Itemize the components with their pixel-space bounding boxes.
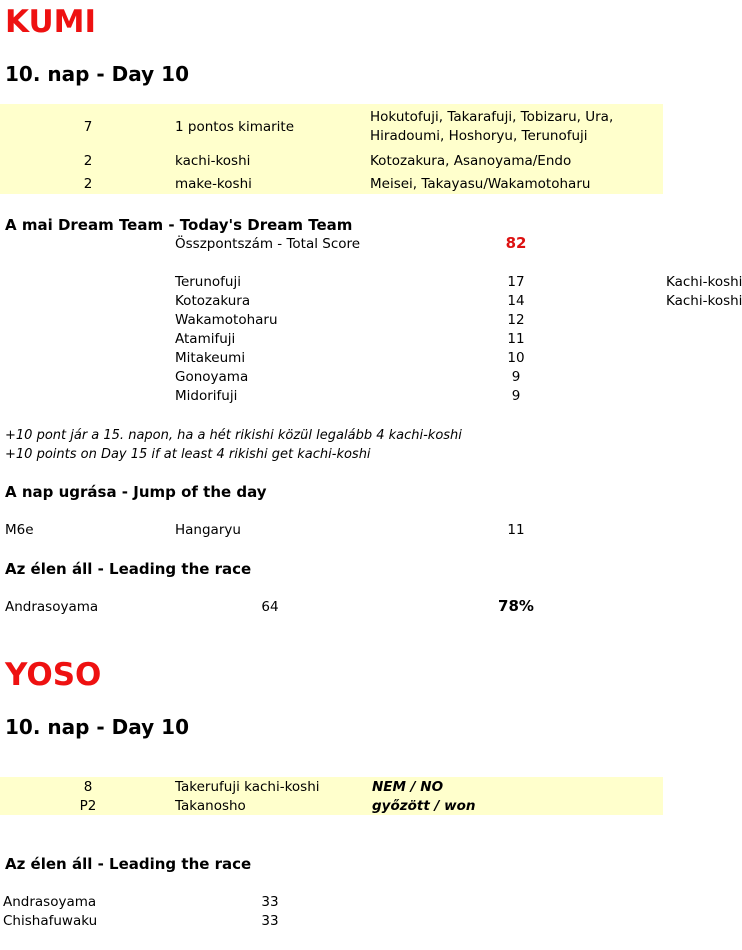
yoso-row-label: Takerufuji kachi-koshi — [175, 779, 320, 795]
dream-member-score: 11 — [507, 331, 525, 347]
yoso-leader-name: Andrasoyama — [3, 894, 97, 910]
jump-value: 11 — [507, 522, 525, 538]
yoso-row-label: Takanosho — [175, 798, 246, 814]
yoso-title: YOSO — [5, 657, 102, 693]
yoso-row-count: P2 — [79, 798, 97, 814]
kumi-row-label: kachi-koshi — [175, 153, 251, 169]
total-score-value: 82 — [505, 234, 527, 252]
yoso-row-result: NEM / NO — [372, 779, 444, 795]
kumi-day-heading: 10. nap - Day 10 — [5, 62, 189, 86]
dream-member-name: Atamifuji — [175, 331, 236, 347]
kumi-row-names: Meisei, Takayasu/Wakamotoharu — [370, 176, 591, 192]
kumi-leading-heading: Az élen áll - Leading the race — [5, 560, 252, 578]
kumi-leader-name: Andrasoyama — [5, 599, 99, 615]
dream-member-name: Midorifuji — [175, 388, 238, 404]
dream-member-score: 14 — [507, 293, 525, 309]
dream-member-name: Terunofuji — [175, 274, 241, 290]
kumi-row-names-cont: Hiradoumi, Hoshoryu, Terunofuji — [370, 128, 588, 144]
bonus-note-hu: +10 pont jár a 15. napon, ha a hét rikishi közül legalább 4 kachi-koshi — [5, 428, 462, 443]
yoso-leader-points: 33 — [261, 894, 279, 910]
dream-member-name: Kotozakura — [175, 293, 251, 309]
dream-member-name: Wakamotoharu — [175, 312, 278, 328]
dream-member-name: Mitakeumi — [175, 350, 246, 366]
jump-name: Hangaryu — [175, 522, 241, 538]
dream-member-score: 12 — [507, 312, 525, 328]
yoso-leading-heading: Az élen áll - Leading the race — [5, 855, 252, 873]
yoso-leader-points: 33 — [261, 913, 279, 929]
bonus-note-en: +10 points on Day 15 if at least 4 rikishi get kachi-koshi — [5, 447, 371, 462]
dream-member-score: 9 — [511, 388, 521, 404]
kumi-row-count: 7 — [83, 119, 93, 135]
dream-member-score: 17 — [507, 274, 525, 290]
dream-member-score: 9 — [511, 369, 521, 385]
dream-member-note: Kachi-koshi — [666, 293, 742, 309]
dream-team-heading: A mai Dream Team - Today's Dream Team — [5, 216, 353, 234]
total-score-label: Összpontszám - Total Score — [175, 236, 361, 252]
dream-member-note: Kachi-koshi — [666, 274, 742, 290]
kumi-row-names: Kotozakura, Asanoyama/Endo — [370, 153, 572, 169]
kumi-row-count: 2 — [83, 176, 93, 192]
kumi-row-names: Hokutofuji, Takarafuji, Tobizaru, Ura, — [370, 109, 614, 125]
yoso-leader-name: Chishafuwaku — [3, 913, 98, 929]
kumi-leader-points: 64 — [261, 599, 279, 615]
jump-rank: M6e — [5, 522, 34, 538]
yoso-row-result: győzött / won — [372, 798, 476, 814]
yoso-day-heading: 10. nap - Day 10 — [5, 715, 189, 739]
jump-heading: A nap ugrása - Jump of the day — [5, 483, 267, 501]
dream-member-score: 10 — [507, 350, 525, 366]
kumi-leader-percent: 78% — [498, 597, 534, 615]
yoso-row-count: 8 — [83, 779, 93, 795]
kumi-row-count: 2 — [83, 153, 93, 169]
kumi-title: KUMI — [5, 4, 97, 40]
dream-member-name: Gonoyama — [175, 369, 249, 385]
kumi-row-label: make-koshi — [175, 176, 252, 192]
kumi-row-label: 1 pontos kimarite — [175, 119, 295, 135]
